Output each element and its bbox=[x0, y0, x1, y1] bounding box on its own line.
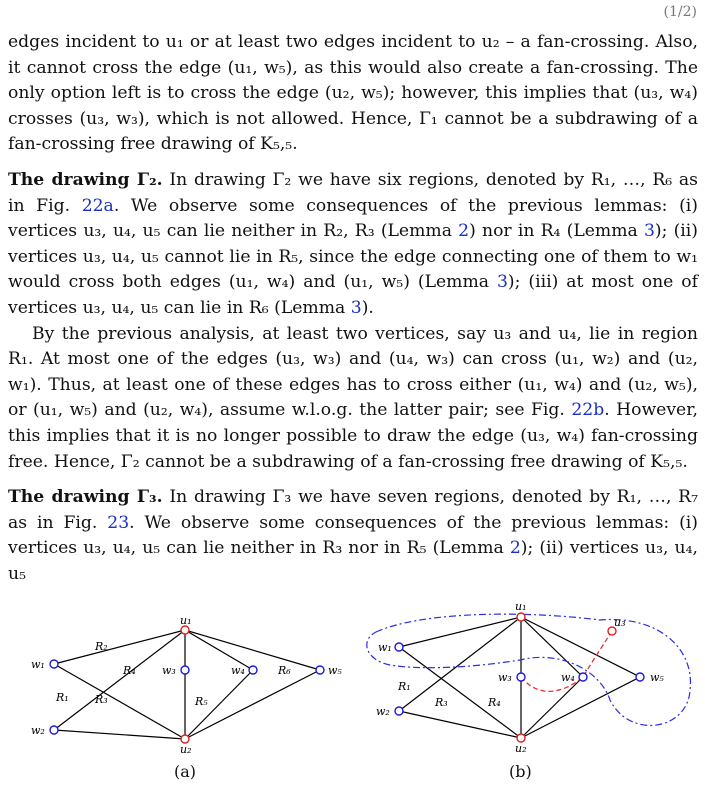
label-R4: R₄ bbox=[488, 696, 501, 709]
text-span: In drawing Γ₂ we have six regions, denoted by R₁, …, R₆ as in Fig. bbox=[8, 169, 698, 216]
body-text bbox=[8, 30, 698, 587]
vertex-w4 bbox=[579, 673, 587, 681]
label-u3: u₃ bbox=[614, 616, 626, 629]
label-w3: w₃ bbox=[498, 671, 512, 684]
label-w4: w₄ bbox=[561, 671, 575, 684]
caption-a: (a) bbox=[174, 762, 197, 781]
label-w3: w₃ bbox=[162, 664, 176, 677]
paragraph-3 bbox=[8, 322, 698, 476]
vertex-u2 bbox=[517, 734, 525, 742]
text-span: ). bbox=[361, 297, 374, 318]
lemma-link[interactable]: 3 bbox=[350, 297, 362, 318]
label-R2: R₂ bbox=[95, 640, 108, 653]
text-span: ) nor in R₄ (Lemma bbox=[469, 221, 644, 242]
label-R1: R₁ bbox=[56, 691, 69, 704]
vertex-u2 bbox=[181, 735, 189, 743]
text-span: ); (ii) vertices u₃, u₄, u₅ bbox=[8, 538, 698, 584]
text-span: . We observe some consequences of the previous lemmas: (i) vertices u₃, u₄, u₅ can lie neither in R₃ nor in R₅ (Lemma bbox=[8, 512, 698, 559]
text-span: By the previous analysis, at least two vertices, say u₃ and u₄, lie in region R₁. At most one of the edges (u₃, w₃) and (u₄, w₃) can cross (u₁, w₂) and (u₂, w₁). Thus, at least one of these edges has to cross either (u₁, w₄) and (u₂, w₅), or (u₁, w₅) and (u₂, w₄), assume w.l.o.g. the latter pair; see Fig. bbox=[8, 323, 698, 421]
edge bbox=[521, 617, 583, 677]
vertex-w2 bbox=[50, 726, 58, 734]
caption-b: (b) bbox=[509, 762, 532, 781]
label-w5: w₅ bbox=[328, 664, 342, 677]
label-R5: R₅ bbox=[195, 695, 208, 708]
label-R4: R₄ bbox=[123, 664, 136, 677]
label-R3: R₃ bbox=[95, 693, 108, 706]
vertex-u1 bbox=[181, 626, 189, 634]
vertex-w3 bbox=[181, 666, 189, 674]
edge bbox=[399, 617, 521, 711]
label-w4: w₄ bbox=[231, 664, 245, 677]
label-u1: u₁ bbox=[515, 600, 527, 613]
label-R3: R₃ bbox=[435, 696, 448, 709]
vertex-w1 bbox=[395, 643, 403, 651]
vertex-w3 bbox=[517, 673, 525, 681]
dashdot-curve bbox=[367, 614, 691, 725]
paragraph-1: edges incident to u₁ or at least two edges incident to u₂ – a fan-crossing. Also, it cannot cross the edge (u₁, w₅), as this would also create a fan-crossing. The only option left is to cross the edge (u₂, w₅); however, this implies that (u₃, w₄) crosses (u₃, w₃), which is not allowed. Hence, Γ₁ cannot be a subdrawing of a fan-crossing free drawing of K₅,₅. bbox=[8, 32, 698, 155]
figure-link[interactable]: 23 bbox=[107, 512, 130, 533]
figure-link[interactable]: 22a bbox=[81, 195, 114, 216]
label-w5: w₅ bbox=[650, 671, 664, 684]
vertex-w5 bbox=[636, 673, 644, 681]
dashed-edge-u3-w4 bbox=[583, 631, 612, 677]
figure-link[interactable]: 22b bbox=[571, 400, 605, 421]
edge bbox=[54, 630, 185, 730]
text-span: In drawing Γ₃ we have seven regions, denoted by R₁, …, R₇ as in Fig. bbox=[8, 487, 699, 533]
text-span: . We observe some consequences of the previous lemmas: (i) vertices u₃, u₄, u₅ can lie neither in R₂, R₃ (Lemma bbox=[8, 195, 698, 242]
paragraph-heading: The drawing Γ₂. bbox=[8, 169, 163, 190]
vertex-w1 bbox=[50, 660, 58, 668]
vertex-u1 bbox=[517, 613, 525, 621]
label-u1: u₁ bbox=[180, 614, 192, 627]
label-w1: w₁ bbox=[378, 641, 392, 654]
lemma-link[interactable]: 2 bbox=[509, 538, 521, 559]
label-u2: u₂ bbox=[180, 743, 192, 756]
edge bbox=[185, 630, 320, 670]
figure-22 bbox=[0, 600, 705, 793]
label-w2: w₂ bbox=[376, 705, 390, 718]
text-span: . However, this implies that it is no longer possible to draw the edge (u₃, w₄) fan-crossing free. Hence, Γ₂ cannot be a subdrawing of a fan-crossing free drawing of K₅,₅. bbox=[8, 400, 698, 472]
paragraph-4 bbox=[8, 485, 698, 587]
edge bbox=[521, 677, 640, 738]
label-u2: u₂ bbox=[515, 742, 527, 755]
edge bbox=[54, 730, 185, 739]
vertex-w2 bbox=[395, 707, 403, 715]
edge bbox=[54, 630, 185, 664]
label-w1: w₁ bbox=[31, 658, 45, 671]
text-span: ); (iii) at most one of vertices u₃, u₄, u₅ can lie in R₆ (Lemma bbox=[8, 272, 698, 318]
lemma-link[interactable]: 3 bbox=[496, 272, 508, 293]
paragraph-heading: The drawing Γ₃. bbox=[8, 487, 163, 508]
edge bbox=[399, 617, 521, 647]
paragraph-2 bbox=[8, 168, 698, 322]
vertex-w4 bbox=[249, 666, 257, 674]
label-R1: R₁ bbox=[398, 680, 411, 693]
label-R6: R₆ bbox=[278, 664, 291, 677]
text-span: ); (ii) vertices u₃, u₄, u₅ cannot lie in R₅, since the edge connecting one of them to w₁ would cross both edges (u₁, w₄) and (u₁, w₅) (Lemma bbox=[8, 221, 699, 293]
lemma-link[interactable]: 2 bbox=[458, 221, 470, 242]
lemma-link[interactable]: 3 bbox=[643, 221, 655, 242]
vertex-w5 bbox=[316, 666, 324, 674]
label-w2: w₂ bbox=[31, 724, 45, 737]
figure-22a bbox=[54, 630, 320, 739]
page-header: (1/2) bbox=[663, 4, 697, 20]
